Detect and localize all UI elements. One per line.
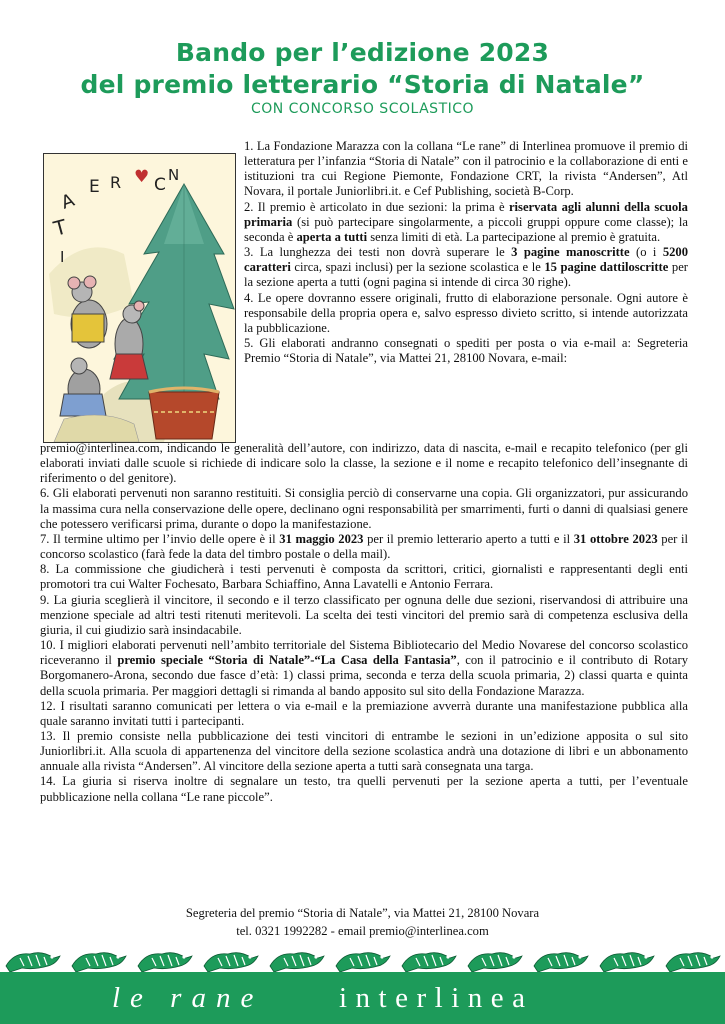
frog-icon — [204, 953, 258, 972]
frog-icon — [666, 953, 720, 972]
footer-address: Segreteria del premio “Storia di Natale”, via Mattei 21, 28100 Novara — [185, 906, 540, 920]
clause-12: 12. I risultati saranno comunicati per lettera o via e-mail e la premiazione avverrà durante una manifestazione pubblica alla quale saranno invitati tutti i partecipanti. — [40, 698, 688, 728]
svg-text:N: N — [168, 166, 180, 184]
svg-text:T: T — [51, 214, 70, 241]
frog-icon — [600, 953, 654, 972]
svg-text:A: A — [58, 189, 78, 214]
brand-publisher: interlinea — [339, 982, 534, 1014]
frog-icon — [402, 953, 456, 972]
svg-text:♥: ♥ — [134, 167, 150, 187]
clause-4: 4. Le opere dovranno essere originali, frutto di elaborazione personale. Ogni autore è responsabile della propria opera e, salvo espresso divieto scritto, si intende autorizzata la pubblicazione. — [244, 290, 688, 335]
clause-7: 7. Il termine ultimo per l’invio delle opere è il 31 maggio 2023 per il premio letterario aperto a tutti e il 31 ottobre 2023 per il concorso scolastico (farà fede la data del timbro postale o della mail). — [40, 531, 688, 562]
clause-5: 5. Gli elaborati andranno consegnati o spediti per posta o via e-mail a: Segreteria Premio “Storia di Natale”, via Mattei 21, 28100 Novara, e-mail: — [244, 336, 688, 366]
page-title-line2: del premio letterario “Storia di Natale” — [80, 70, 645, 99]
clause-6: 6. Gli elaborati pervenuti non saranno restituiti. Si consiglia perciò di conservarne una copia. Gli organizzatori, pur assicurando la massima cura nella conservazione delle opere, declinano ogni responsabilità per smarrimenti, furti o danni di qualsiasi genere che potessero verificarsi prima, durante o dopo la manifestazione. — [40, 486, 688, 531]
footer-contacts: tel. 0321 1992282 - email premio@interlinea.com — [236, 924, 489, 938]
clause-1: 1. La Fondazione Marazza con la collana “Le rane” di Interlinea promuove il premio di letteratura per l’infanzia “Storia di Natale” con il patrocinio e la collaborazione di enti e istituzioni tra cui Regione Piemonte, Fondazione CRT, la rivista “Andersen”, Atl Novara, il portale Juniorlibri.it. e Cef Publishing, società B-Corp. — [244, 139, 688, 199]
frog-icon — [468, 953, 522, 972]
svg-text:E: E — [89, 177, 100, 197]
clauses-bottom — [40, 441, 688, 805]
frog-icon — [72, 953, 126, 972]
christmas-illustration — [43, 153, 236, 443]
clause-5-continued: premio@interlinea.com, indicando le generalità dell’autore, con indirizzo, data di nascita, e-mail e recapito telefonico (per gli elaborati inviati dalle scuole si richiede di indicare solo la classe, la sezione e il nome e recapito telefonico dell’insegnante di riferimento o del genitore). — [40, 441, 688, 486]
frog-border — [0, 940, 725, 972]
clause-9: 9. La giuria sceglierà il vincitore, il secondo e il terzo classificato per ognuna delle due sezioni, riservandosi di attribuire una menzione speciale ad altri testi ritenuti meritevoli. La scelta dei testi vincitori del premio sarà di competenza esclusiva della giuria, il cui giudizio sarà insindacabile. — [40, 592, 688, 637]
clause-13: 13. Il premio consiste nella pubblicazione dei testi vincitori di entrambe le sezioni in un’edizione apposita o sul sito Juniorlibri.it. Alla scuola di appartenenza del vincitore della sezione scolastica andrà una dotazione di libri e un abbonamento annuale alla rivista “Andersen”. Al vincitore della sezione aperta a tutti sarà consegnata una targa. — [40, 728, 688, 774]
frog-icon — [6, 953, 60, 972]
frog-icon — [534, 953, 588, 972]
frog-icon — [270, 953, 324, 972]
clause-2: 2. Il premio è articolato in due sezioni: la prima è riservata agli alunni della scuola primaria (si può partecipare singolarmente, a piccoli gruppi oppure come classe); la seconda è aperta a tutti senza limiti di età. La partecipazione al premio è gratuita. — [244, 199, 688, 244]
frog-icon — [336, 953, 390, 972]
clause-10: 10. I migliori elaborati pervenuti nell’ambito territoriale del Sistema Bibliotecario del Medio Novarese del concorso scolastico riceveranno il premio speciale “Storia di Natale”-“La Casa della Fantasia”, con il patrocinio e il contributo di Rotary Borgomanero-Arona, secondo due fasce d’età: 1) classi prima, seconda e terza della scuola primaria, 2) classi quarta e quinta della scuola primaria. Per maggiori dettagli si rimanda al bando apposito sul sito della Fondazione Marazza. — [40, 638, 689, 698]
svg-text:I: I — [60, 248, 65, 266]
frog-icon — [138, 953, 192, 972]
svg-text:R: R — [110, 173, 122, 192]
clause-14: 14. La giuria si riserva inoltre di segnalare un testo, tra quelli pervenuti per la sezione aperta a tutti, per l’eventuale pubblicazione nella collana “Le rane piccole”. — [40, 774, 688, 804]
clause-3: 3. La lunghezza dei testi non dovrà superare le 3 pagine manoscritte (o i 5200 caratteri circa, spazi inclusi) per la sezione scolastica e le 15 pagine dattiloscritte per la sezione aperta a tutti (ogni pagina si intende di circa 30 righe). — [244, 245, 688, 290]
page-title: Bando per l’edizione 2023 — [175, 38, 550, 67]
clause-8: 8. La commissione che giudicherà i testi pervenuti è composta da scrittori, critici, giornalisti e rappresentanti degli enti promotori tra cui Walter Fochesato, Barbara Schiaffino, Anna Lavatelli e Antonio Ferrara. — [40, 562, 688, 592]
brand-series: le rane — [112, 982, 264, 1014]
page-subtitle: CON CONCORSO SCOLASTICO — [250, 101, 475, 117]
clauses-top — [244, 139, 688, 366]
svg-text:C: C — [154, 175, 166, 195]
